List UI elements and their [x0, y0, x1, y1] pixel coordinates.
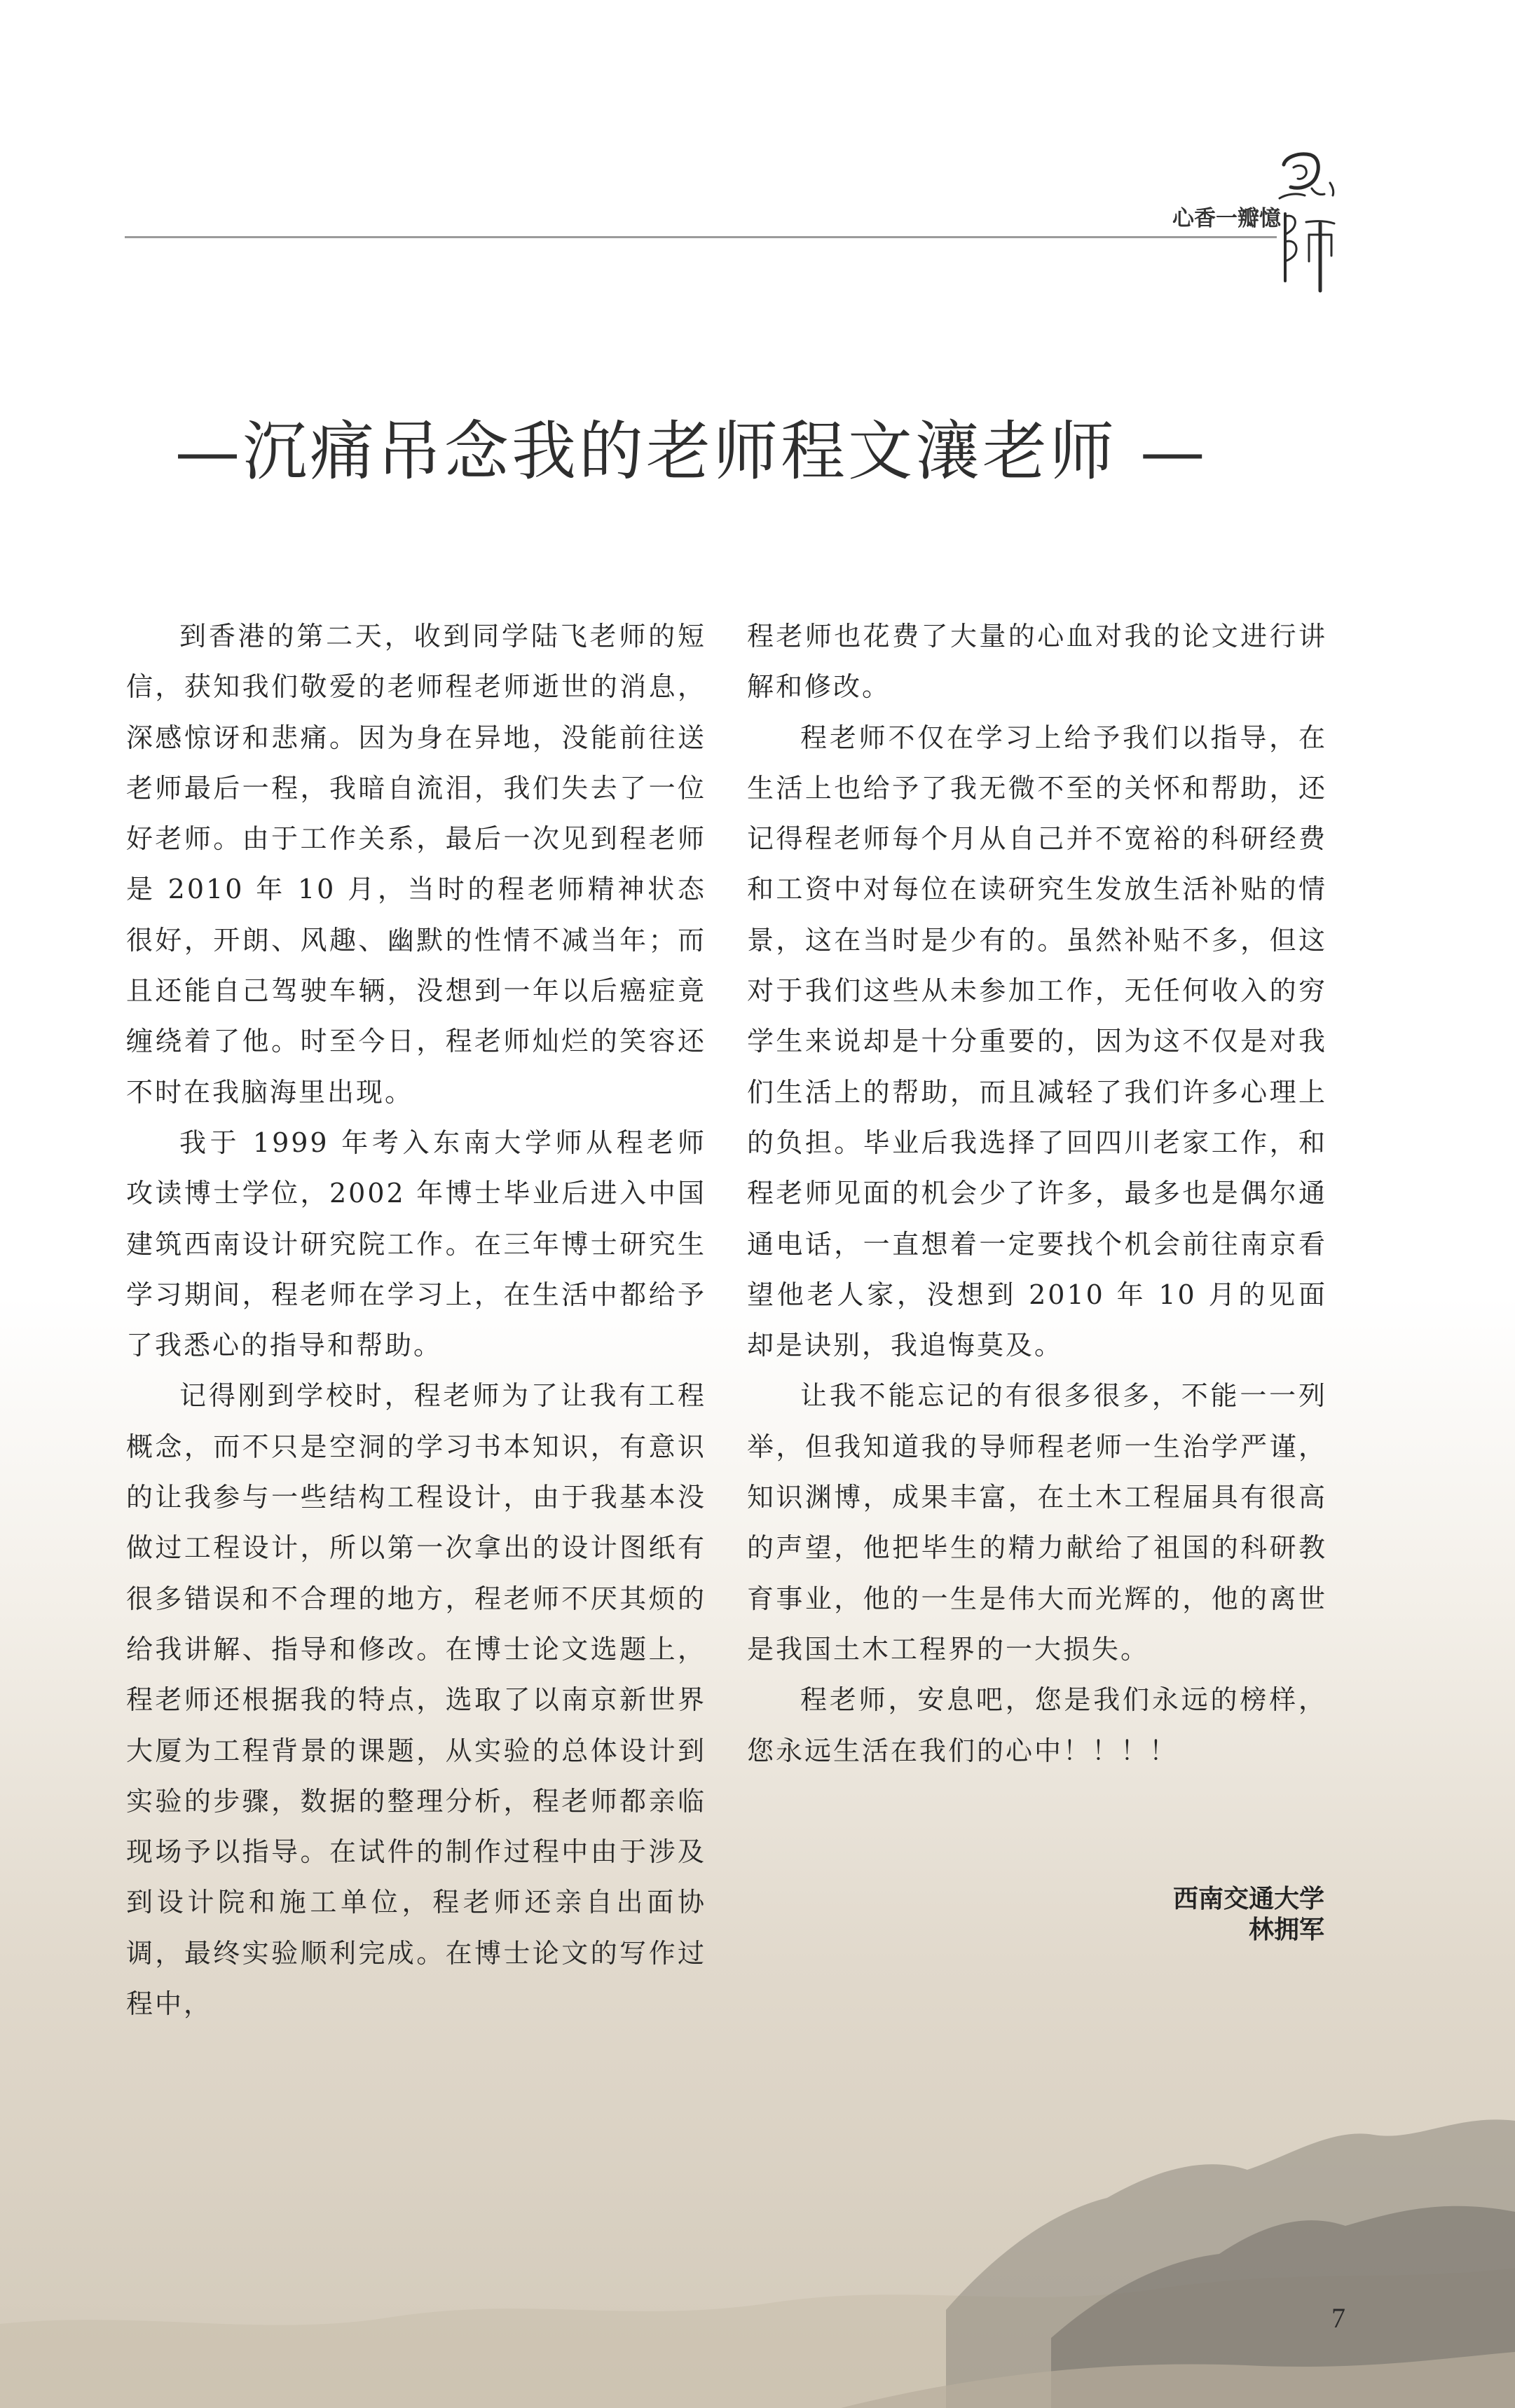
paragraph: 程老师也花费了大量的心血对我的论文进行讲解和修改。 [747, 621, 1327, 703]
page-number: 7 [1331, 2302, 1345, 2334]
calligraphy-seal-icon [1270, 144, 1347, 294]
article-left-column [126, 611, 706, 2029]
author-signature [1072, 1883, 1324, 1945]
paragraph: 我于 1999 年考入东南大学师从程老师攻读博士学位，2002 年博士毕业后进入中国建筑西南设计研究院工作。在三年博士研究生学习期间，程老师在学习上，在生活中都给予了我悉心的指导和帮助。 [126, 1127, 706, 1361]
article-title: —沉痛吊念我的老师程文瀼老师 — [175, 414, 1208, 489]
header-caption: 心香一瓣憶 [1172, 206, 1281, 231]
paragraph: 让我不能忘记的有很多很多，不能一一列举，但我知道我的导师程老师一生治学严谨，知识渊博，成果丰富，在土木工程届具有很高的声望，他把毕生的精力献给了祖国的科研教育事业，他的一生是伟大而光辉的，他的离世是我国土木工程界的一大损失。 [747, 1380, 1327, 1665]
paragraph: 程老师，安息吧，您是我们永远的榜样，您永远生活在我们的心中！！！！ [747, 1684, 1327, 1766]
paragraph: 程老师不仅在学习上给予我们以指导，在生活上也给予了我无微不至的关怀和帮助，还记得程老师每个月从自己并不宽裕的科研经费和工资中对每位在读研究生发放生活补贴的情景，这在当时是少有的。虽然补贴不多，但这对于我们这些从未参加工作，无任何收入的穷学生来说却是十分重要的，因为这不仅是对我们生活上的帮助，而且减轻了我们许多心理上的负担。毕业后我选择了回四川老家工作，和程老师见面的机会少了许多，最多也是偶尔通通电话，一直想着一定要找个机会前往南京看望他老人家，没想到 2010 年 10 月的见面却是诀别，我追悔莫及。 [747, 722, 1327, 1361]
author-affiliation: 西南交通大学 [1172, 1884, 1324, 1913]
article-right-column [747, 611, 1327, 1776]
paragraph: 到香港的第二天，收到同学陆飞老师的短信，获知我们敬爱的老师程老师逝世的消息，深感惊讶和悲痛。因为身在异地，没能前往送老师最后一程，我暗自流泪，我们失去了一位好老师。由于工作关系，最后一次见到程老师是 2010 年 10 月，当时的程老师精神状态很好，开朗、风趣、幽默的性情不减当年；而且还能自己驾驶车辆，没想到一年以后癌症竟缠绕着了他。时至今日，程老师灿烂的笑容还不时在我脑海里出现。 [126, 621, 706, 1108]
paragraph: 记得刚到学校时，程老师为了让我有工程概念，而不只是空洞的学习书本知识，有意识的让我参与一些结构工程设计，由于我基本没做过工程设计，所以第一次拿出的设计图纸有很多错误和不合理的地方，程老师不厌其烦的给我讲解、指导和修改。在博士论文选题上，程老师还根据我的特点，选取了以南京新世界大厦为工程背景的课题，从实验的总体设计到实验的步骤，数据的整理分析，程老师都亲临现场予以指导。在试件的制作过程中由于涉及到设计院和施工单位，程老师还亲自出面协调，最终实验顺利完成。在博士论文的写作过程中， [126, 1380, 706, 2020]
header-rule [125, 236, 1277, 238]
author-name: 林拥军 [1248, 1915, 1324, 1943]
